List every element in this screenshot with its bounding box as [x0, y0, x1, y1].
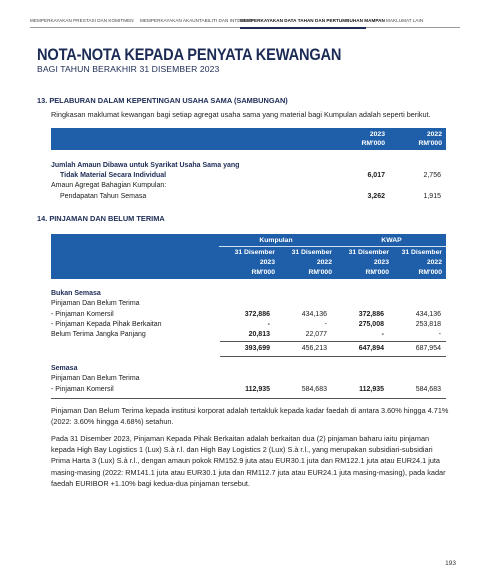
- s14-col1-date: 31 Disember: [234, 249, 275, 256]
- table-row-label: Belum Terima Jangka Panjang: [51, 331, 146, 338]
- table-row-label: - Pinjaman Komersil: [51, 386, 114, 393]
- s14-bukan-semasa-heading: Bukan Semasa: [51, 290, 101, 297]
- s14-col3-unit: RM'000: [365, 269, 389, 276]
- page-subtitle: BAGI TAHUN BERAKHIR 31 DISEMBER 2023: [37, 64, 220, 74]
- total-rule-top: [220, 341, 446, 342]
- s14-col2-unit: RM'000: [308, 269, 332, 276]
- table-row-label: - Pinjaman Kepada Pihak Berkaitan: [51, 321, 162, 328]
- active-tab-indicator: [240, 27, 366, 29]
- table-cell: 22,077: [305, 331, 327, 338]
- table-cell: 275,008: [358, 321, 384, 328]
- s14-semasa-heading: Semasa: [51, 365, 78, 372]
- s14-col4-year: 2022: [426, 259, 442, 266]
- s13-row1-value-2022: 2,756: [423, 172, 441, 179]
- nav-tab-maklumat-lain[interactable]: MAKLUMAT LAIN: [386, 18, 424, 23]
- table-cell: -: [438, 331, 441, 338]
- nav-tab-prestasi[interactable]: MEMPERKAYAKAN PRESTASI DAN KOMITMEN: [30, 18, 134, 23]
- total-cell: 393,699: [244, 345, 270, 352]
- table-row-label: - Pinjaman Komersil: [51, 311, 114, 318]
- nav-tab-data-tahan[interactable]: MEMPERKAYAKAN DATA TAHAN DAN PERTUMBUHAN MAMPAN: [240, 18, 385, 23]
- table-cell: 434,136: [415, 311, 441, 318]
- table-cell: -: [267, 321, 270, 328]
- s14-group-kumpulan: Kumpulan: [259, 237, 293, 244]
- s14-semasa-sub-label: Pinjaman Dan Belum Terima: [51, 375, 140, 382]
- table-cell: 253,818: [415, 321, 441, 328]
- section-13-table-header: [51, 128, 446, 150]
- s13-row3-value-2023: 3,262: [367, 193, 385, 200]
- s14-col4-unit: RM'000: [418, 269, 442, 276]
- s14-group-kwap: KWAP: [381, 237, 402, 244]
- table-bottom-rule: [51, 398, 446, 399]
- s14-group-divider: [219, 246, 446, 247]
- s13-row3-label: Pendapatan Tahun Semasa: [60, 193, 147, 200]
- section-13-intro: Ringkasan maklumat kewangan bagi setiap agregat usaha sama yang material bagi Kumpulan adalah seperti berikut.: [51, 110, 431, 119]
- s14-col3-date: 31 Disember: [348, 249, 389, 256]
- total-rule-bottom: [220, 356, 446, 357]
- section-14-table-header: [51, 234, 446, 279]
- s13-row1-label-b: Tidak Material Secara Individual: [60, 172, 167, 179]
- s13-col2-year: 2022: [426, 131, 442, 138]
- s14-col4-date: 31 Disember: [401, 249, 442, 256]
- s14-col2-date: 31 Disember: [291, 249, 332, 256]
- s13-row3-value-2022: 1,915: [423, 193, 441, 200]
- s13-row2-label: Amaun Agregat Bahagian Kumpulan:: [51, 182, 167, 189]
- total-cell: 456,213: [301, 345, 327, 352]
- top-navigation: [30, 14, 460, 28]
- table-cell: 112,935: [359, 386, 384, 393]
- s13-col1-year: 2023: [369, 131, 385, 138]
- total-cell: 647,894: [358, 345, 384, 352]
- s14-col1-unit: RM'000: [251, 269, 275, 276]
- page-title: NOTA-NOTA KEPADA PENYATA KEWANGAN: [37, 45, 342, 64]
- s13-row1-label-a: Jumlah Amaun Dibawa untuk Syarikat Usaha Sama yang: [51, 162, 240, 169]
- s14-paragraph-2: Pada 31 Disember 2023, Pinjaman Kepada Pihak Berkaitan adalah berkaitan dua (2) pinjaman baharu iaitu pinjaman kepada High Bay Logistics 1 (Lux) S.à r.l. dan High Bay Logistics 2 (Lux) S.à r.l., yang merupakan subsidiari-subsidiari Prima Harta 3 (Lux) S.à r.l., dengan amaun pokok RM152.9 juta atau EUR30.1 juta dan RM122.1 juta atau EUR24.1 juta masing-masing (2022: RM141.1 juta atau EUR30.1 juta dan RM112.7 juta atau EUR24.1 juta masing-masing), pada kadar faedah EURIBOR +1.10% bagi kedua-dua pinjaman tersebut.: [51, 434, 446, 488]
- table-cell: -: [324, 321, 327, 328]
- s13-row1-value-2023: 6,017: [367, 172, 385, 179]
- section-14-heading: 14. PINJAMAN DAN BELUM TERIMA: [37, 214, 165, 223]
- page-number: 193: [445, 560, 456, 567]
- table-cell: -: [381, 331, 384, 338]
- table-cell: 434,136: [301, 311, 327, 318]
- total-cell: 687,954: [415, 345, 441, 352]
- s14-sub-label: Pinjaman Dan Belum Terima: [51, 300, 140, 307]
- table-cell: 372,886: [244, 311, 270, 318]
- s14-col1-year: 2023: [259, 259, 275, 266]
- s13-col2-unit: RM'000: [418, 140, 442, 147]
- s13-col1-unit: RM'000: [361, 140, 385, 147]
- table-cell: 372,886: [358, 311, 384, 318]
- section-13-heading: 13. PELABURAN DALAM KEPENTINGAN USAHA SAMA (SAMBUNGAN): [37, 96, 288, 105]
- table-cell: 112,935: [245, 386, 270, 393]
- s14-col2-year: 2022: [316, 259, 332, 266]
- s14-col3-year: 2023: [373, 259, 389, 266]
- table-cell: 20,813: [248, 331, 270, 338]
- table-cell: 584,683: [301, 386, 327, 393]
- s14-paragraph-1: Pinjaman Dan Belum Terima kepada institusi korporat adalah tertakluk kepada kadar faedah di antara 3.60% hingga 4.71% (2022: 3.60% hingga 4.68%) setahun.: [51, 406, 449, 427]
- nav-tab-akauntabiliti[interactable]: MEMPERKAYAKAN AKAUNTABILITI DAN INTEGRITI: [140, 18, 253, 23]
- table-cell: 584,683: [415, 386, 441, 393]
